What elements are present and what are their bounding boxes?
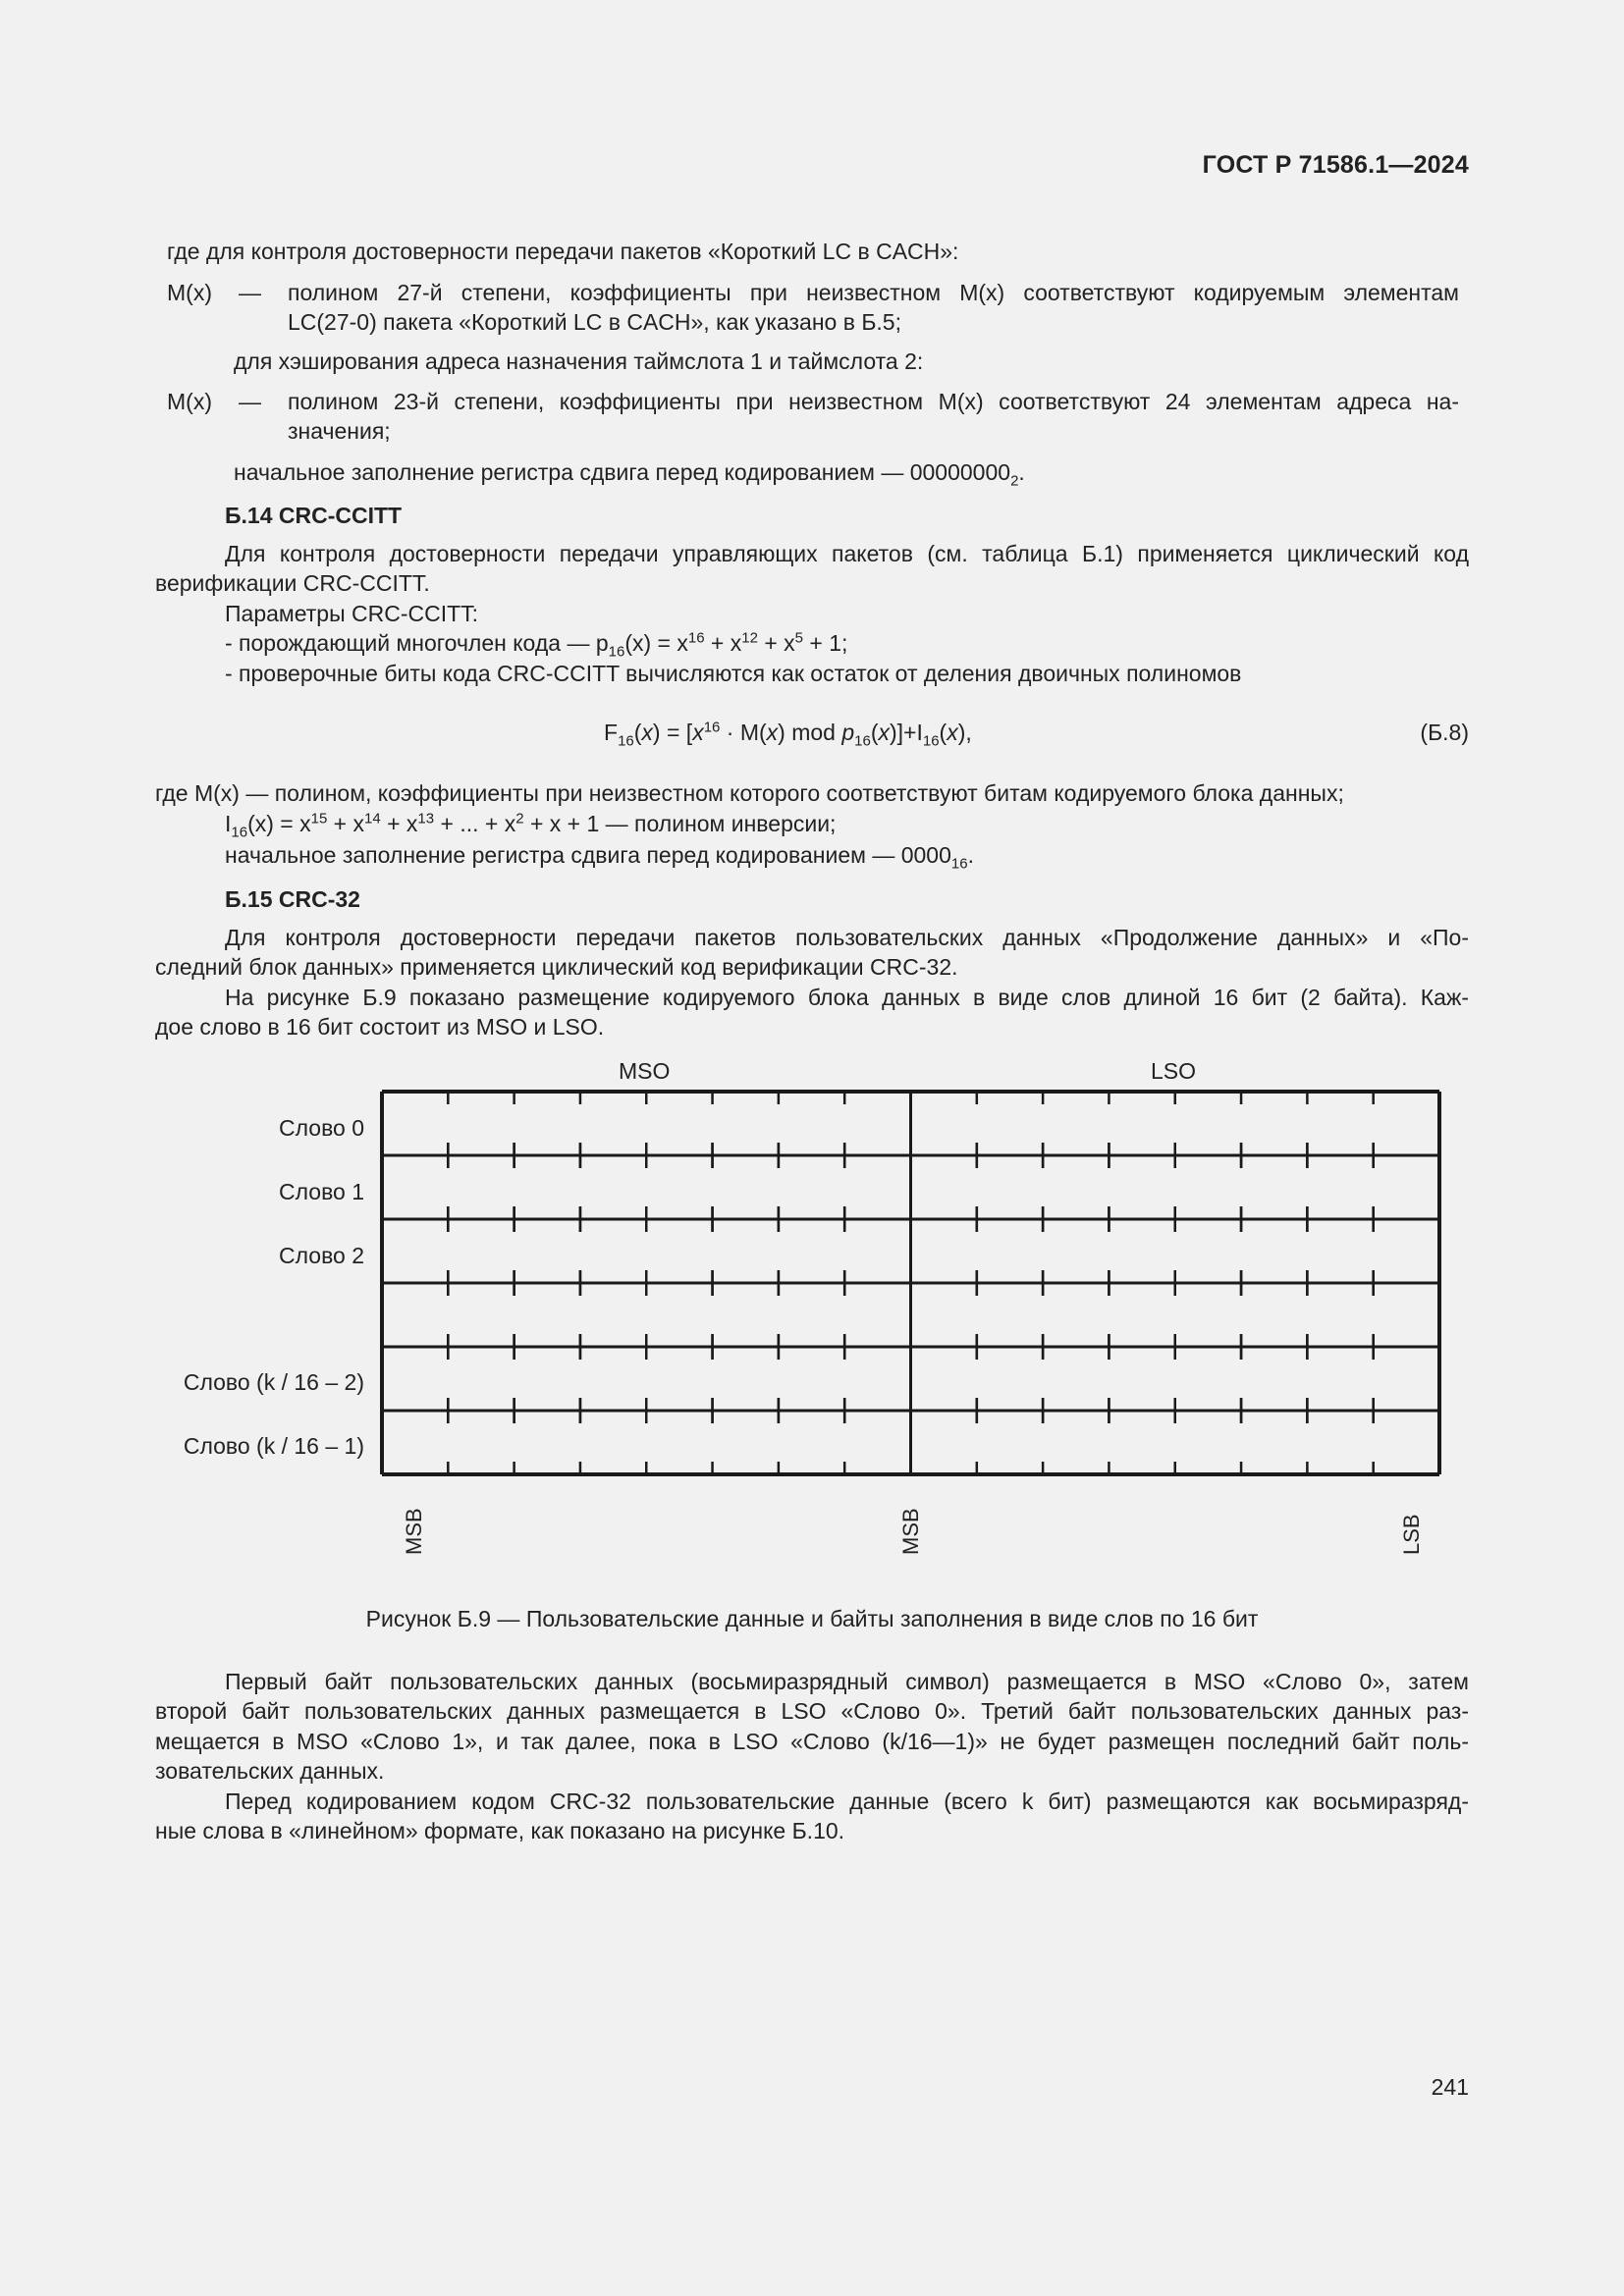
msb-mid-label: MSB <box>898 1508 923 1555</box>
init-line: начальное заполнение регистра сдвига перед кодированием — $00000000_2$. <box>234 459 1025 490</box>
paragraph-line: где M(x) — полином, коэффициенты при неизвестном которого соответствуют битам кодируемого блока данных; <box>155 780 1344 806</box>
def-text: значения; <box>288 418 391 444</box>
def-text: LC(27-0) пакета «Короткий LC в CACH», как указано в Б.5; <box>288 309 901 335</box>
row-label: Слово 2 <box>278 1243 364 1268</box>
lso-label: LSO <box>1151 1058 1197 1084</box>
row-label: Слово 1 <box>278 1179 364 1204</box>
figure-caption: Рисунок Б.9 — Пользовательские данные и байты заполнения в виде слов по 16 бит <box>365 1606 1259 1631</box>
page-number: 241 <box>1431 2074 1469 2100</box>
paragraph-line: зовательских данных. <box>155 1758 385 1784</box>
lsb-label: LSB <box>1399 1514 1424 1555</box>
init-line: начальное заполнение регистра сдвига перед кодированием — $0000_{16}$. <box>225 842 974 873</box>
def-text: полином 27-й степени, коэффициенты при неизвестном M(x) соответствуют кодируемым элементам <box>288 280 1459 305</box>
def-dash: — <box>239 389 261 414</box>
mso-label: MSO <box>619 1058 671 1084</box>
section-heading: Б.14 CRC-CCITT <box>225 503 403 528</box>
def-text: полином 23-й степени, коэффициенты при неизвестном M(x) соответствуют 24 элементам адреса на- <box>288 389 1459 414</box>
paragraph-line: Для контроля достоверности передачи пакетов пользовательских данных «Продолжение данных» и «По- <box>225 925 1469 950</box>
msb-left-label: MSB <box>402 1508 426 1555</box>
row-label: Слово (k / 16 – 1) <box>183 1433 364 1459</box>
formula-number: (Б.8) <box>1420 720 1469 745</box>
generator-polynomial: - порождающий многочлен кода — $p_{16}(x) = x^{16} + x^{12} + x^5 + 1$; <box>225 629 848 661</box>
formula-b8: $F_{16}(x) = [x^{16} \cdot M(x)$ mod $p_{16}(x)]+I_{16}(x)$, <box>604 719 972 750</box>
row-label: Слово 0 <box>278 1115 364 1141</box>
paragraph-line: верификации CRC-CCITT. <box>155 570 430 596</box>
paragraph-line: мещается в MSO «Слово 1», и так далее, пока в LSO «Слово (k/16—1)» не будет размещен последний байт поль- <box>155 1729 1469 1754</box>
document-header: ГОСТ Р 71586.1—2024 <box>1202 151 1469 179</box>
intro-line: для хэширования адреса назначения таймслота 1 и таймслота 2: <box>234 348 924 374</box>
paragraph-line: - проверочные биты кода CRC-CCITT вычисляются как остаток от деления двоичных полиномов <box>225 661 1242 686</box>
paragraph-line: дое слово в 16 бит состоит из MSO и LSO. <box>155 1014 605 1040</box>
intro-line: где для контроля достоверности передачи пакетов «Короткий LC в CACH»: <box>167 239 959 264</box>
paragraph-line: На рисунке Б.9 показано размещение кодируемого блока данных в виде слов длиной 16 бит (2 байта). Каж- <box>225 985 1469 1010</box>
word-grid <box>382 1092 1439 1474</box>
inversion-polynomial: $I_{16}(x) = x^{15} + x^{14} + x^{13}$ + ... + $x^2 + x + 1$ — полином инверсии; <box>225 810 837 841</box>
paragraph-line: следний блок данных» применяется циклический код верификации CRC-32. <box>155 954 958 980</box>
def-term: M(x) <box>167 389 212 414</box>
def-term: M(x) <box>167 280 212 305</box>
def-dash: — <box>239 280 261 305</box>
section-heading: Б.15 CRC-32 <box>225 886 360 912</box>
paragraph-line: второй байт пользовательских данных размещается в LSO «Слово 0». Третий байт пользовательских данных раз- <box>155 1698 1469 1724</box>
paragraph-line: Параметры CRC-CCITT: <box>225 601 479 626</box>
paragraph-line: ные слова в «линейном» формате, как показано на рисунке Б.10. <box>155 1818 845 1843</box>
paragraph-line: Для контроля достоверности передачи управляющих пакетов (см. таблица Б.1) применяется циклический код <box>225 541 1469 566</box>
paragraph-line: Первый байт пользовательских данных (восьмиразрядный символ) размещается в MSO «Слово 0», затем <box>225 1669 1469 1694</box>
row-label: Слово (k / 16 – 2) <box>183 1369 364 1395</box>
paragraph-line: Перед кодированием кодом CRC-32 пользовательские данные (всего k бит) размещаются как восьмиразряд- <box>225 1789 1469 1814</box>
